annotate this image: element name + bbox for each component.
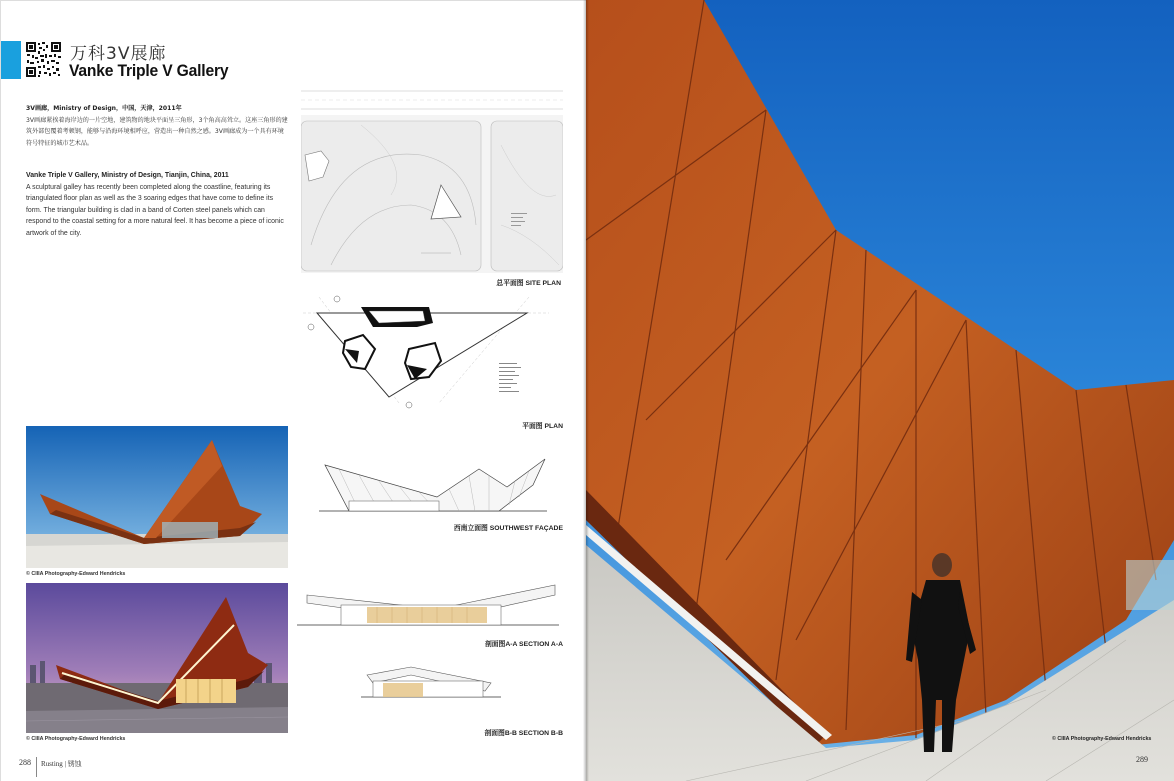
page-gutter: [583, 0, 589, 781]
qr-code: [25, 41, 62, 78]
page-number-left: 288: [19, 758, 31, 767]
page-number-right: 289: [1136, 755, 1148, 764]
description-english-lead: Vanke Triple V Gallery, Ministry of Design, Tianjin, China, 2011: [26, 172, 229, 179]
description-chinese-lead: 3V画廊，Ministry of Design，中国，天津，2011年: [26, 105, 182, 112]
photo-gallery-daytime: [26, 426, 288, 568]
title-chinese: 万科3V展廊: [70, 44, 167, 64]
photo-corten-wall-with-man: [586, 0, 1174, 781]
caption-site-plan: 总平面图 SITE PLAN: [496, 280, 561, 287]
description-english: [26, 170, 288, 240]
floor-plan-drawing: [299, 293, 563, 411]
section-tab: [1, 41, 21, 79]
southwest-facade-drawing: [319, 453, 547, 515]
caption-southwest-facade: 西南立面图 SOUTHWEST FAÇADE: [453, 525, 563, 532]
credit-main-photo: © CIIIA Photography-Edward Hendricks: [1052, 736, 1152, 742]
left-page: [0, 0, 586, 781]
description-chinese: [26, 103, 288, 149]
caption-section-bb: 剖面图B-B SECTION B-B: [484, 730, 563, 737]
caption-section-aa: 剖面图A-A SECTION A-A: [484, 641, 563, 648]
credit-photo-1: © CIIIA Photography-Edward Hendricks: [26, 571, 126, 577]
caption-plan: 平面图 PLAN: [522, 423, 563, 430]
footer-section-label: Rusting | 锈蚀: [41, 760, 82, 768]
description-english-text: A sculptural galley has recently been completed along the coastline, featuring its triangulated floor plan as well as the 3 soaring edges that have come to define its form. The triangular building is clad in a band of Corten steel panels which can respond to the coastal setting for a more natural feel. It has become a piece of iconic artwork of the city.: [26, 183, 284, 237]
credit-photo-2: © CIIIA Photography-Edward Hendricks: [26, 736, 126, 742]
right-page-photo: [586, 0, 1174, 781]
section-bb-drawing: [361, 661, 501, 701]
site-plan-drawing: [301, 85, 563, 273]
description-chinese-text: 3V画廊紧挨着海岸边的一片空地，建筑物的地块平面呈三角形，3个角高高耸立。这座三角形的建筑外部包覆着考顿钢，能够与沿海环境相呼应，营造出一种自然之感。3V画廊成为一个具有环境符号特征的城市艺术品。: [26, 116, 288, 147]
title-english: Vanke Triple V Gallery: [69, 61, 229, 80]
photo-gallery-night: [26, 583, 288, 733]
section-aa-drawing: [297, 581, 559, 631]
footer-rule: [36, 757, 37, 777]
